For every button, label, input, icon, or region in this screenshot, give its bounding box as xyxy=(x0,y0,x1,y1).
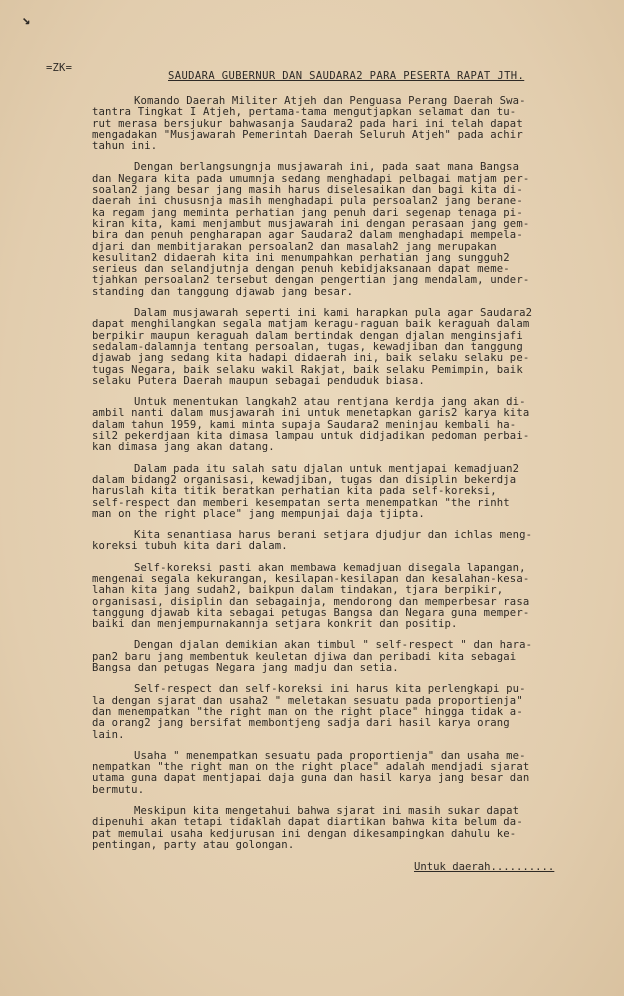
text-line: Usaha " menempatkan sesuatu pada proportienja" dan usaha me- xyxy=(134,749,526,762)
text-line: Self-koreksi pasti akan membawa kemadjuan disegala lapangan, xyxy=(134,561,526,574)
text-line: da orang2 jang bersifat membontjeng sadja dari hasil karya orang xyxy=(92,717,510,730)
text-line: ambil nanti dalam musjawarah ini untuk menetapkan garis2 karya kita xyxy=(92,407,530,420)
text-line: haruslah kita titik beratkan perhatian kita pada self-koreksi, xyxy=(92,485,497,498)
text-line: nempatkan "the right man on the right place" adalah mendjadi sjarat xyxy=(92,761,530,774)
text-line: dalam tahun 1959, kami minta supaja Saudara2 meninjau kembali ha- xyxy=(92,418,517,431)
text-line: kan dimasa jang akan datang. xyxy=(92,441,275,454)
text-line: organisasi, disiplin dan sebagainja, mendorong dan memperbesar rasa xyxy=(92,595,530,608)
text-line: pentingan, party atau golongan. xyxy=(92,838,295,851)
text-line: selaku Putera Daerah maupun sebagai penduduk biasa. xyxy=(92,374,425,387)
text-line: Dengan djalan demikian akan timbul " self-respect " dan hara- xyxy=(134,639,533,652)
text-line: Bangsa dan petugas Negara jang madju dan setia. xyxy=(92,662,399,675)
page-reference: =ZK= xyxy=(46,62,73,74)
text-line: lain. xyxy=(92,728,125,741)
text-line: dan menempatkan "the right man on the right place" hingga tidak a- xyxy=(92,705,523,718)
paragraph xyxy=(92,640,584,674)
text-line: baiki dan menjempurnakannja setjara konkrit dan positip. xyxy=(92,618,458,631)
text-line: ka regam jang meminta perhatian jang penuh dari segenap tenaga pi- xyxy=(92,206,523,219)
text-line: daerah ini chususnja masih menghadapi pula persoalan2 jang berane- xyxy=(92,195,523,208)
text-line: standing dan tanggung djawab jang besar. xyxy=(92,285,354,298)
text-line: tantra Tingkat I Atjeh, pertama-tama mengutjapkan selamat dan tu- xyxy=(92,106,517,119)
paragraph xyxy=(92,806,584,851)
text-line: rut merasa bersjukur bahwasanja Saudara2 pada hari ini telah dapat xyxy=(92,117,523,130)
paragraph xyxy=(92,684,584,740)
text-line: lahan kita jang sudah2, baikpun dalam tindakan, tjara berpikir, xyxy=(92,584,504,597)
text-line: utama guna dapat mentjapai daja guna dan hasil karya jang besar dan xyxy=(92,772,530,785)
paragraph xyxy=(92,308,584,387)
text-line: koreksi tubuh kita dari dalam. xyxy=(92,540,288,553)
paragraph xyxy=(92,96,584,152)
text-line: djawab jang sedang kita hadapi didaerah ini, baik selaku selaku pe- xyxy=(92,352,530,365)
text-line: tugas Negara, baik selaku wakil Rakjat, baik selaku Pemimpin, baik xyxy=(92,363,523,376)
text-line: bira dan penuh pengharapan agar Saudara2 dalam menghadapi mempela- xyxy=(92,229,523,242)
text-line: kiran kita, kami menjambut musjawarah ini dengan perasaan jang gem- xyxy=(92,217,530,230)
text-line: tanggung djawab kita sebagai petugas Bangsa dan Negara guna memper- xyxy=(92,606,530,619)
text-line: bermutu. xyxy=(92,783,145,796)
text-line: Untuk menentukan langkah2 atau rentjana kerdja jang akan di- xyxy=(134,396,526,409)
text-line: tjahkan persoalan2 tersebut dengan pengertian jang mendalam, under- xyxy=(92,274,530,287)
text-line: kesulitan2 didaerah kita ini menumpahkan perhatian jang sungguh2 xyxy=(92,251,510,264)
paragraph xyxy=(92,563,584,631)
text-line: pat memulai usaha kedjurusan ini dengan dikesampingkan dahulu ke- xyxy=(92,827,517,840)
paragraph xyxy=(92,751,584,796)
closing-line: Untuk daerah.......... xyxy=(414,861,555,874)
letter-title: SAUDARA GUBERNUR DAN SAUDARA2 PARA PESERTA RAPAT JTH. xyxy=(168,70,525,82)
text-line: dipenuhi akan tetapi tidaklah dapat diartikan bahwa kita belum da- xyxy=(92,816,523,829)
text-line: mengadakan "Musjawarah Pemerintah Daerah Seluruh Atjeh" pada achir xyxy=(92,128,523,141)
text-line: dalam bidang2 organisasi, kewadjiban, tugas dan disiplin bekerdja xyxy=(92,473,517,486)
paragraph xyxy=(92,162,584,298)
letter-body xyxy=(92,96,584,873)
text-line: Dalam pada itu salah satu djalan untuk mentjapai kemadjuan2 xyxy=(134,462,520,475)
text-line: soalan2 jang besar jang masih harus diselesaikan dan bagi kita di- xyxy=(92,184,523,197)
text-line: pan2 baru jang membentuk keuletan djiwa dan peribadi kita sebagai xyxy=(92,650,517,663)
text-line: Dengan berlangsungnja musjawarah ini, pada saat mana Bangsa xyxy=(134,161,520,174)
text-line: berpikir maupun keraguah dalam bertindak dengan djalan menginsjafi xyxy=(92,329,523,342)
text-line: dan Negara kita pada umumnja sedang menghadapi pelbagai matjam per- xyxy=(92,172,530,185)
text-line: Self-respect dan self-koreksi ini harus kita perlengkapi pu- xyxy=(134,683,526,696)
paragraph xyxy=(92,530,584,553)
text-line: dapat menghilangkan segala matjam keragu-raguan baik keraguah dalam xyxy=(92,318,530,331)
text-line: djari dan membitjarakan persoalan2 dan masalah2 jang merupakan xyxy=(92,240,497,253)
text-line: la dengan sjarat dan usaha2 " meletakan sesuatu pada proportienja" xyxy=(92,694,523,707)
text-line: self-respect dan memberi kesempatan serta menempatkan "the rinht xyxy=(92,496,510,509)
text-line: man on the right place" jang mempunjai daja tjipta. xyxy=(92,507,425,520)
text-line: Dalam musjawarah seperti ini kami harapkan pula agar Saudara2 xyxy=(134,307,533,320)
text-line: sedalam-dalamnja tentang persoalan, tugas, kewadjiban dan tanggung xyxy=(92,340,523,353)
text-line: tahun ini. xyxy=(92,140,158,153)
text-line: Kita senantiasa harus berani setjara djudjur dan ichlas meng- xyxy=(134,529,533,542)
page-mark: ↘ xyxy=(22,12,30,28)
paragraph xyxy=(92,464,584,520)
text-line: Meskipun kita mengetahui bahwa sjarat ini masih sukar dapat xyxy=(134,805,520,818)
text-line: sil2 pekerdjaan kita dimasa lampau untuk didjadikan pedoman perbai- xyxy=(92,430,530,443)
text-line: serieus dan selandjutnja dengan penuh kebidjaksanaan dapat meme- xyxy=(92,263,510,276)
text-line: Komando Daerah Militer Atjeh dan Penguasa Perang Daerah Swa- xyxy=(134,95,526,107)
paragraph xyxy=(92,397,584,453)
text-line: mengenai segala kekurangan, kesilapan-kesilapan dan kesalahan-kesa- xyxy=(92,572,530,585)
